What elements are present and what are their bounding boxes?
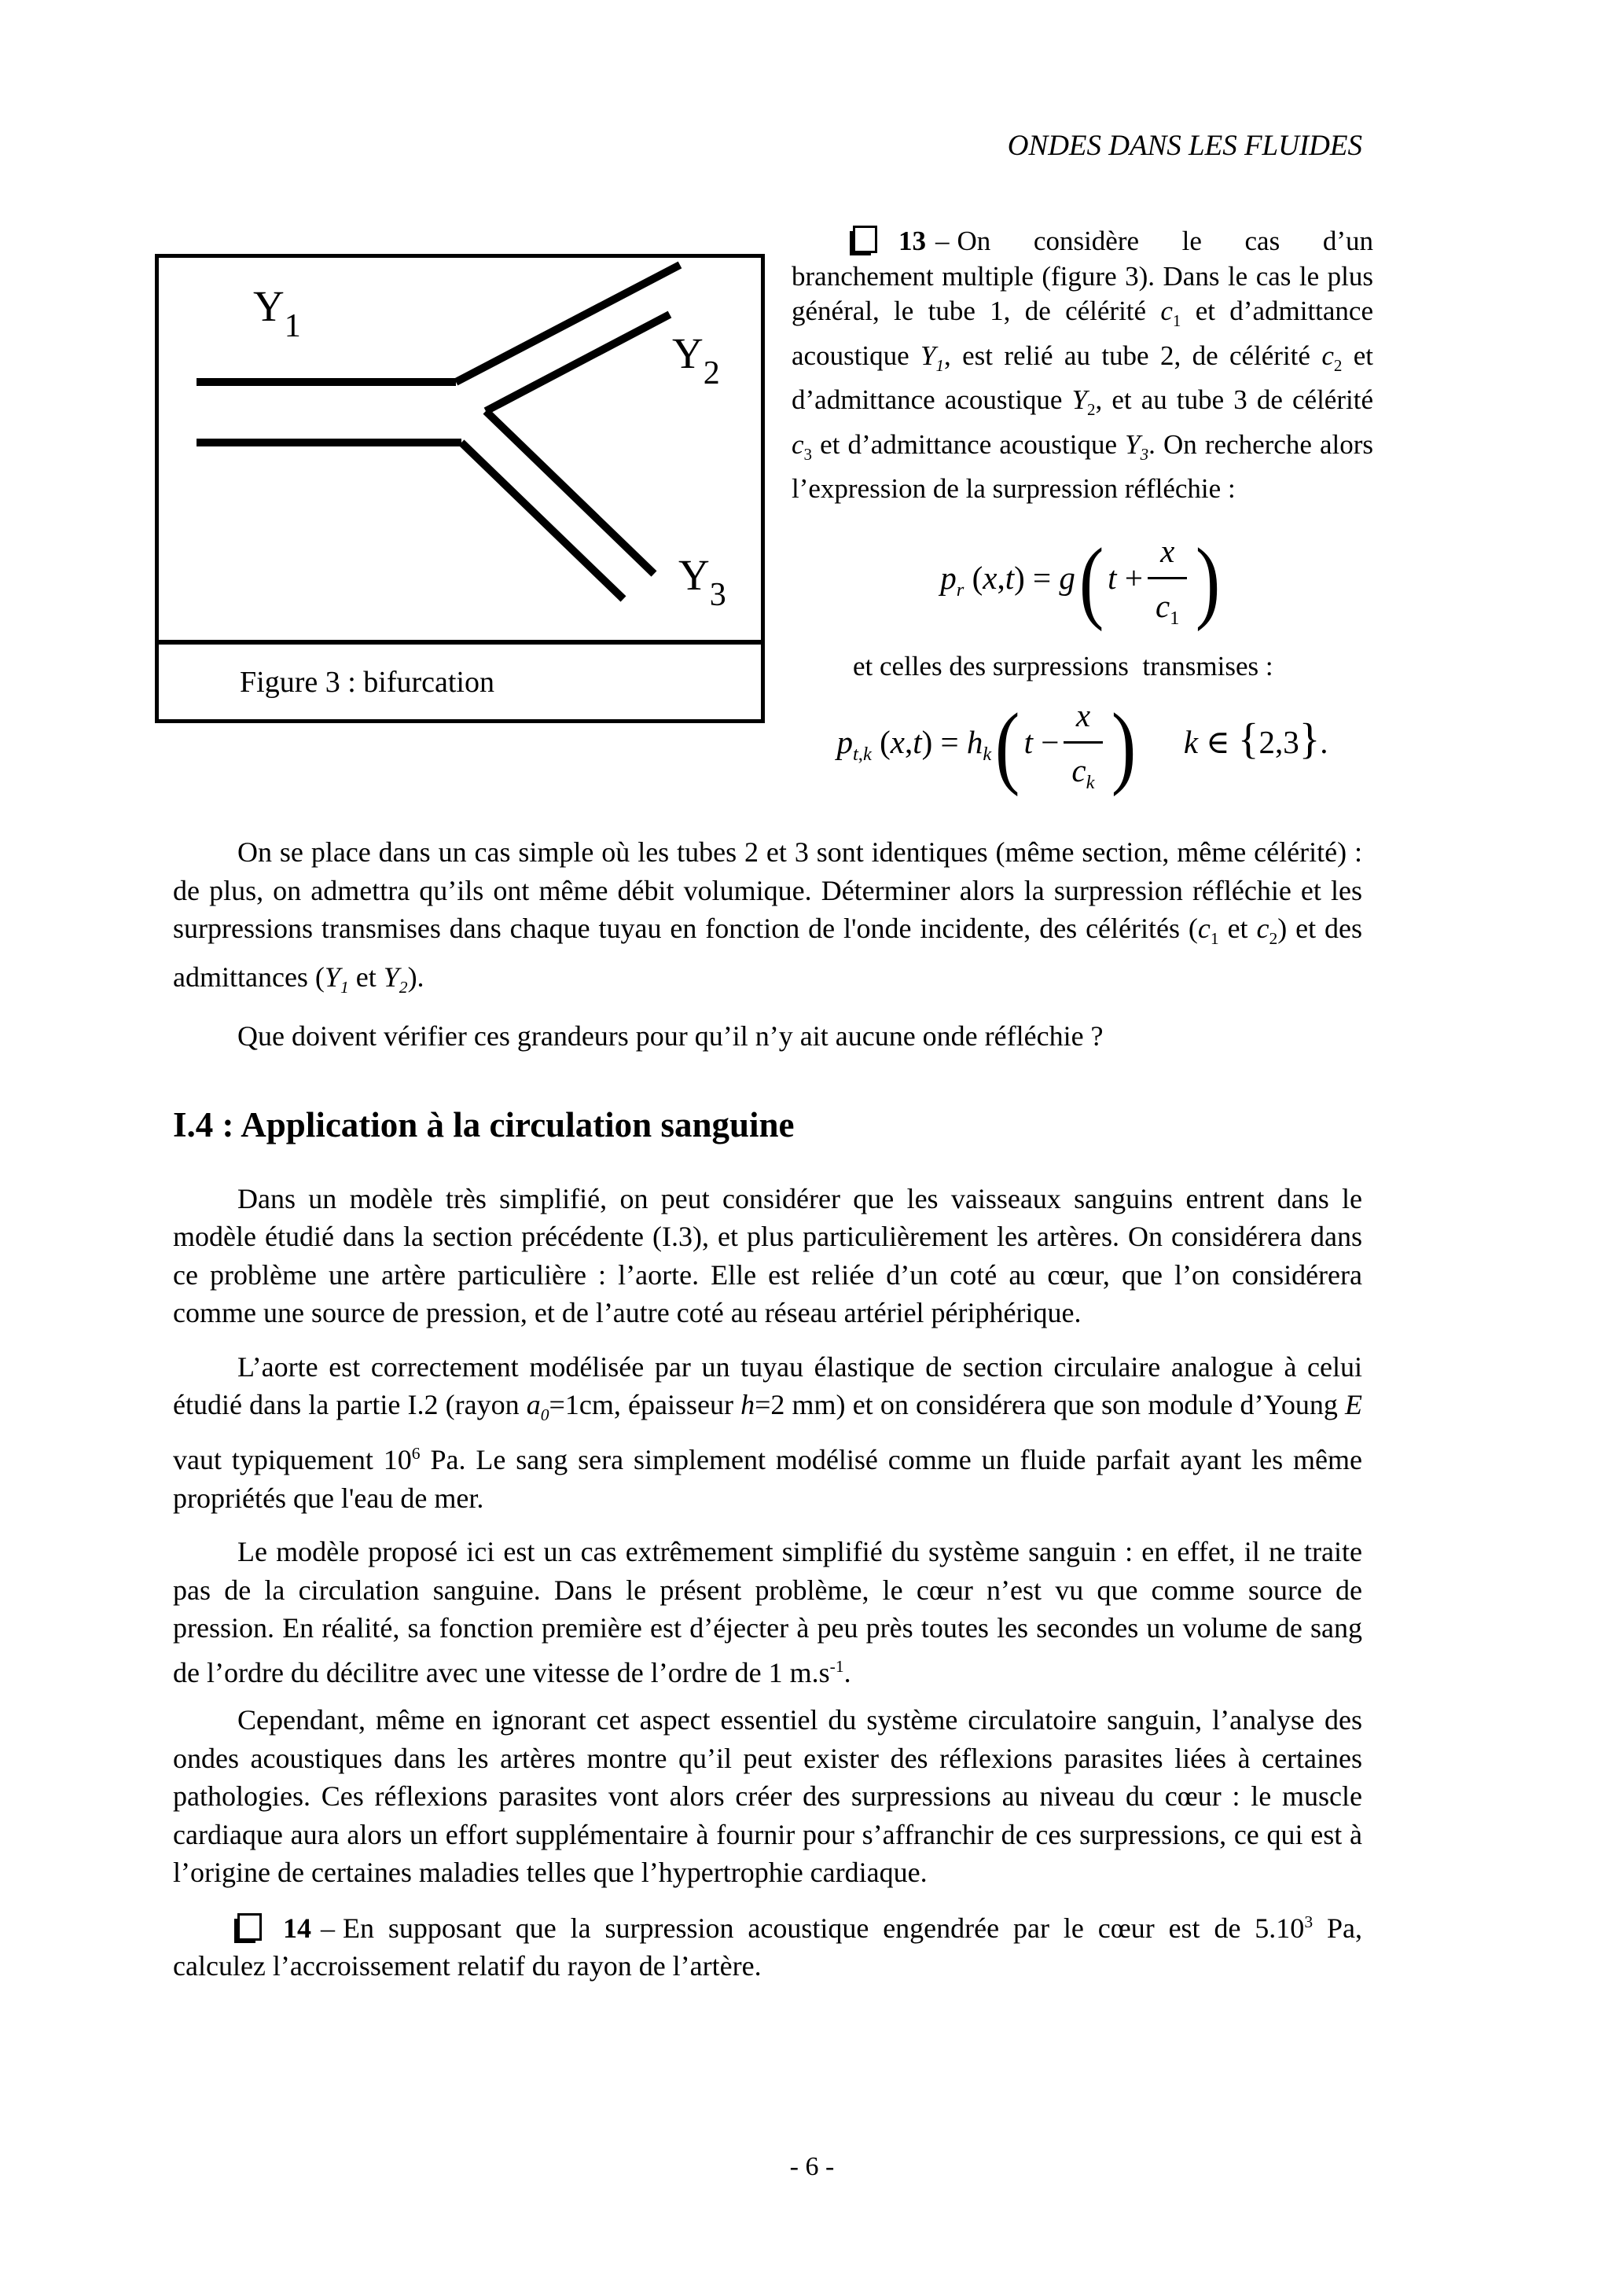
question-13-dash: – [935,226,950,256]
question-13-column [792,224,1374,797]
paragraph-parasitic-reflections: Cependant, même en ignorant cet aspect essentiel du système circulatoire sanguin, l’analyse des ondes acoustiques dans les artères montre qu’il peut exister des réflexions parasites liées à certaines pathologies. Ces réflexions parasites vont alors créer des surpressions au niveau du cœur : le muscle cardiaque aura alors un effort supplémentaire à fournir pour s’affranchir de ces surpressions, ce qui est à l’origine de certaines maladies telles que l’hypertrophie cardiaque. [173,1704,1362,1889]
paragraph-simple-case: On se place dans un cas simple où les tubes 2 et 3 sont identiques (même section, même célérité) : de plus, on admettra qu’ils ont même débit volumique. Déterminer alors la surpression réfléchie et les surpressions transmises dans chaque tuyau en fonction de l'onde incidente, des célérités ($c_1$ et $c_2$) et des admittances ($Y_1$ et $Y_2$). [173,836,1362,997]
page-number: - 6 - [789,2152,835,2181]
formula-arg: t + [1108,559,1143,596]
section-heading-i4: I.4 : Application à la circulation sanguine [173,1104,795,1144]
bifurcation-diagram [159,258,761,640]
figure-3-panel [155,254,765,723]
reflected-pressure-formula: $p_r$ (x,t) = g( t + $\frac{x}{c_1}$ ) [940,529,1221,633]
question-14-text: En supposant que la surpression acoustique engendrée par le cœur est de 5.10$^3$ Pa, calculez l’accroissement relatif du rayon de l’artère. [173,1912,1362,1982]
transmitted-intro-text: et celles des surpressions transmises : [853,650,1273,681]
question-14-dash: – [321,1912,335,1944]
formula-condition: k ∈ {2,3}. [1183,715,1328,763]
question-14 [173,1903,1362,1986]
paragraph-no-reflection-question: Que doivent vérifier ces grandeurs pour qu’il n’y ait aucune onde réfléchie ? [237,1020,1104,1052]
paragraph-simplified-model: Le modèle proposé ici est un cas extrêmement simplifié du système sanguin : en effet, il ne traite pas de la circulation sanguine. Dans le présent problème, le cœur n’est vu que comme source de pression. En réalité, sa fonction première est d’éjecter à peu près toutes les secondes un volume de sang de l’ordre du décilitre avec une vitesse de l’ordre de 1 $m.s^{-1}$. [173,1536,1362,1688]
label-y1: $Y_1$ [253,282,301,344]
question-13 [792,224,1373,507]
transmitted-pressure-formula: $p_{t,k}$ $(x,t) = h_k$( t − $\frac{x}{c_k}$ ) k ∈ {2,3}. [836,694,1328,797]
formula-lhs: $p_r$ (x,t) = g [940,559,1075,601]
formula-arg: t − [1023,724,1060,761]
question-14-number: 14 [283,1912,311,1944]
checkbox-icon [237,1913,262,1941]
main-text-block [173,833,1362,1986]
question-13-number: 13 [898,226,926,256]
figure-caption-row [159,640,761,719]
checkbox-icon [853,226,877,253]
page-header-title: ONDES DANS LES FLUIDES [1007,130,1362,162]
fraction: $\frac{x}{c_1}$ [1148,534,1188,629]
formula-lhs: $p_{t,k}$ $(x,t) = h_k$ [836,724,992,766]
figure-caption: Figure 3 : bifurcation [240,665,494,699]
question-13-text: On considère le cas d’un branchement multiple (figure 3). Dans le cas le plus général, le tube 1, de célérité $c_1$ et d’admittance acoustique $Y_1$, est relié au tube 2, de célérité $c_2$ et d’admittance acoustique $Y_2$, et au tube 3 de célérité $c_3$ et d’admittance acoustique $Y_3$. On recherche alors l’expression de la surpression réfléchie : [792,226,1374,504]
fraction: $\frac{x}{c_k}$ [1064,698,1102,793]
tube2-lower-wall [486,314,670,411]
label-y3: $Y_3$ [678,551,726,613]
paragraph-aorta-model: L’aorte est correctement modélisée par un tuyau élastique de section circulaire analogue à celui étudié dans la partie I.2 (rayon $a_0=1cm$, épaisseur h=2 mm) et on considérera que son module d’Young E vaut typiquement $10^6$ Pa. Le sang sera simplement modélisé comme un fluide parfait ayant les même propriétés que l'eau de mer. [173,1350,1363,1514]
paragraph-blood-model: Dans un modèle très simplifié, on peut considérer que les vaisseaux sanguins entrent dans le modèle étudié dans la section précédente (I.3), et plus particulièrement les artères. On considérera dans ce problème une artère particulière : l’aorte. Elle est reliée d’un coté au cœur, que l’on considérera comme une source de pression, et de l’autre coté au réseau artériel périphérique. [173,1182,1362,1329]
label-y2: $Y_2$ [672,329,720,391]
